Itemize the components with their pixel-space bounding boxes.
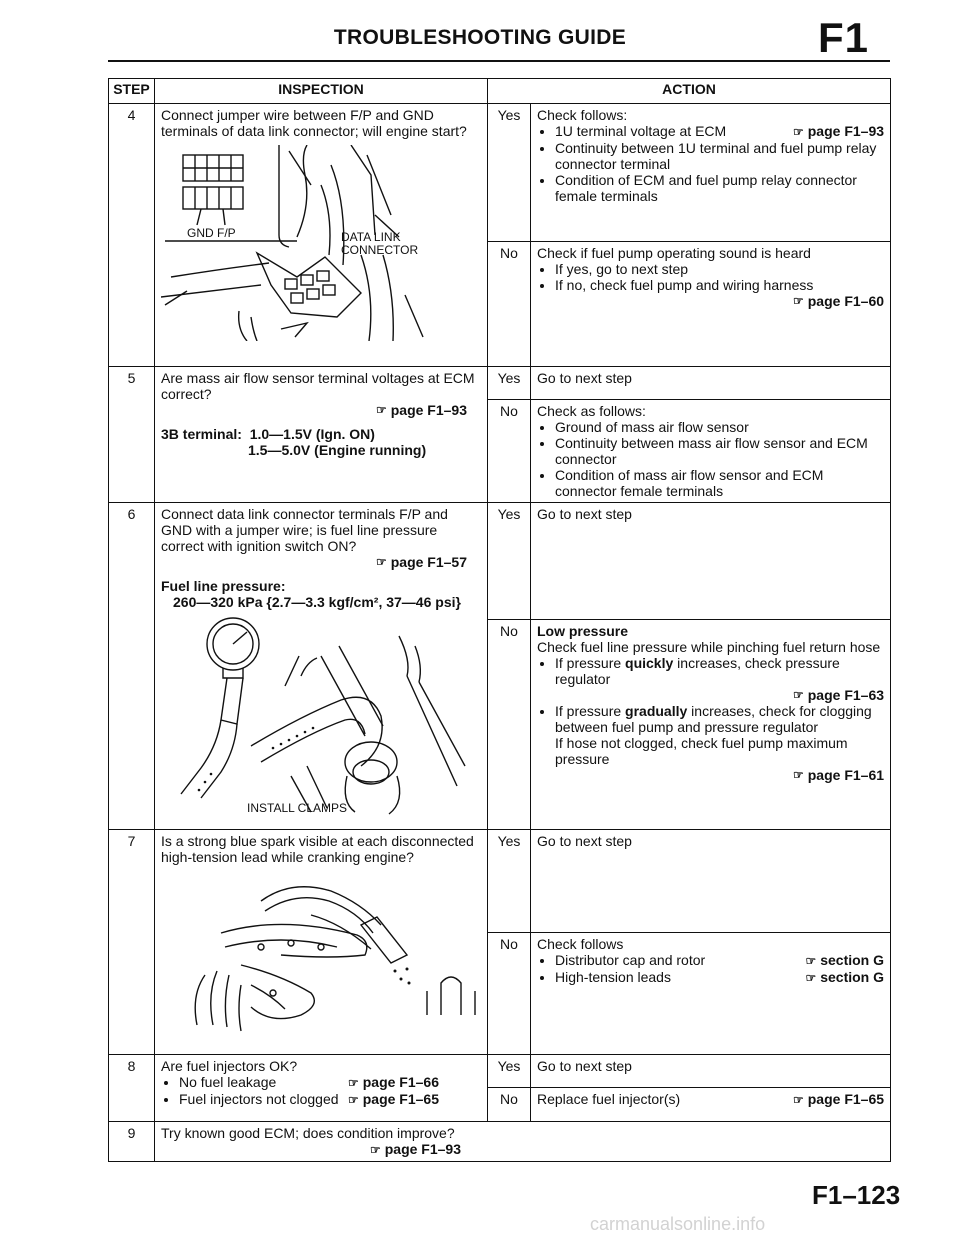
action-intro: Check as follows: [537,403,646,419]
inspection-cell [155,503,488,830]
action-bullet: • Distributor cap and rotor ☞ section G [555,952,884,969]
inspection-bullet: • Fuel injectors not clogged ☞ page F1–65 [179,1091,481,1108]
yes-label: Yes [488,104,531,242]
pointing-hand-icon: ☞ [805,971,817,985]
action-bullet: • Ground of mass air flow sensor [555,419,884,435]
page-reference: page F1–63 [807,687,885,703]
action-bullet: • Continuity between mass air flow sensor and ECM connector [555,435,884,467]
action-cell: Go to next step [531,367,891,400]
section-code: F1 [818,14,870,61]
yes-label: Yes [488,367,531,400]
inspection-bullet: • No fuel leakage ☞ page F1–66 [179,1074,481,1091]
spark-test-illustration [161,875,479,1035]
step-number: 7 [109,830,155,1055]
header-inspection: INSPECTION [155,79,488,104]
pointing-hand-icon: ☞ [792,688,804,702]
yes-label: Yes [488,1055,531,1088]
action-cell: Go to next step [531,503,891,620]
action-bullet: • Condition of ECM and fuel pump relay connector female terminals [555,172,884,204]
pointing-hand-icon: ☞ [347,1093,359,1107]
spec-line: 1.5—5.0V (Engine running) [248,442,427,458]
engine-bay-illustration [161,145,479,341]
header-rule [108,60,890,62]
page-number: F1–123 [812,1180,901,1210]
page-reference: page F1–93 [807,123,885,139]
data-link-label-2: CONNECTOR [341,243,419,257]
header-action: ACTION [488,79,891,104]
pointing-hand-icon: ☞ [375,403,387,417]
action-cell [531,242,891,367]
inspection-text: Are mass air flow sensor terminal voltages at ECM correct? [161,370,475,402]
page-reference: page F1–61 [807,767,885,783]
inspection-text: Are fuel injectors OK? [161,1058,298,1074]
install-clamps-label: INSTALL CLAMPS [247,801,348,815]
action-bullet: • 1U terminal voltage at ECM ☞ page F1–93 [555,123,884,140]
action-bullet: • If yes, go to next step [555,261,884,277]
table-row [109,367,891,400]
section-reference: section G [820,952,885,968]
table-row [109,104,891,242]
spec-line: 3B terminal: 1.0—1.5V (Ign. ON) [161,426,375,442]
page-reference: page F1–65 [362,1091,439,1107]
step-number: 9 [109,1122,155,1162]
inspection-cell [155,104,488,367]
no-label: No [488,1088,531,1122]
watermark: carmanualsonline.info [590,1214,766,1234]
action-cell [531,620,891,830]
pointing-hand-icon: ☞ [792,294,804,308]
no-label: No [488,620,531,830]
action-intro: Check fuel line pressure while pinching fuel return hose [537,639,881,655]
pointing-hand-icon: ☞ [347,1076,359,1090]
action-bullet: • If pressure gradually increases, check for clogging between fuel pump and pressure regulator If hose not clogged, check fuel pump maximum pressure ☞ page F1–61 [555,703,884,783]
pointing-hand-icon: ☞ [792,1093,804,1107]
action-title: Low pressure [537,623,629,639]
data-link-connector-figure [161,145,481,341]
action-cell: Go to next step [531,1055,891,1088]
pointing-hand-icon: ☞ [375,555,387,569]
table-row [109,1122,891,1162]
section-reference: section G [820,969,885,985]
pressure-gauge-illustration [161,616,479,816]
page-reference: page F1–93 [390,402,467,418]
inspection-cell [155,1122,891,1162]
action-cell: Replace fuel injector(s) ☞ page F1–65 [531,1088,891,1122]
yes-label: Yes [488,503,531,620]
action-note: If hose not clogged, check fuel pump maximum pressure [555,735,848,767]
action-bullet: • Condition of mass air flow sensor and ECM connector female terminals [555,467,884,499]
action-cell: Go to next step [531,830,891,933]
inspection-cell [155,1055,488,1122]
page-reference: page F1–66 [362,1074,439,1090]
table-header-row [109,79,891,104]
inspection-text: Is a strong blue spark visible at each disconnected high-tension lead while cranking engine? [161,833,474,865]
no-label: No [488,242,531,367]
no-label: No [488,933,531,1055]
pointing-hand-icon: ☞ [369,1143,381,1157]
spark-test-figure [161,875,481,1035]
step-number: 4 [109,104,155,367]
step-number: 6 [109,503,155,830]
action-cell [531,933,891,1055]
pointing-hand-icon: ☞ [792,768,804,782]
action-bullet: • Continuity between 1U terminal and fuel pump relay connector terminal [555,140,884,172]
action-bullet: • If no, check fuel pump and wiring harness [555,277,884,293]
action-intro: Check follows [537,936,624,952]
header-step: STEP [109,79,155,104]
inspection-text: Connect data link connector terminals F/P and GND with a jumper wire; is fuel line pressure correct with ignition switch ON? [161,506,448,554]
action-intro: Check follows: [537,107,628,123]
data-link-label-1: DATA LINK [341,230,401,244]
spec-value: 260—320 kPa {2.7—3.3 kgf/cm², 37—46 psi} [173,594,461,610]
yes-label: Yes [488,830,531,933]
inspection-text: Try known good ECM; does condition improve? [161,1125,455,1141]
action-cell [531,400,891,503]
step-number: 8 [109,1055,155,1122]
inspection-text: Connect jumper wire between F/P and GND terminals of data link connector; will engine start? [161,107,467,139]
page-reference: page F1–65 [807,1091,885,1107]
spec-label: Fuel line pressure: [161,578,286,594]
action-bullet: • High-tension leads ☞ section G [555,969,884,986]
troubleshooting-table [108,78,891,1162]
table-row [109,503,891,620]
table-row [109,830,891,933]
action-bullet: • If pressure quickly increases, check pressure regulator ☞ page F1–63 [555,655,884,703]
pointing-hand-icon: ☞ [805,954,817,968]
gnd-fp-label: GND F/P [187,226,236,240]
fuel-pressure-gauge-figure [161,616,481,816]
action-cell [531,104,891,242]
page-reference: page F1–93 [384,1141,461,1157]
inspection-cell [155,367,488,503]
action-intro: Check if fuel pump operating sound is heard [537,245,811,261]
table-row [109,1055,891,1088]
page-reference: page F1–57 [390,554,467,570]
inspection-cell [155,830,488,1055]
page-title: TROUBLESHOOTING GUIDE [333,26,627,49]
no-label: No [488,400,531,503]
page-reference: page F1–60 [807,293,885,309]
pointing-hand-icon: ☞ [792,125,804,139]
step-number: 5 [109,367,155,503]
